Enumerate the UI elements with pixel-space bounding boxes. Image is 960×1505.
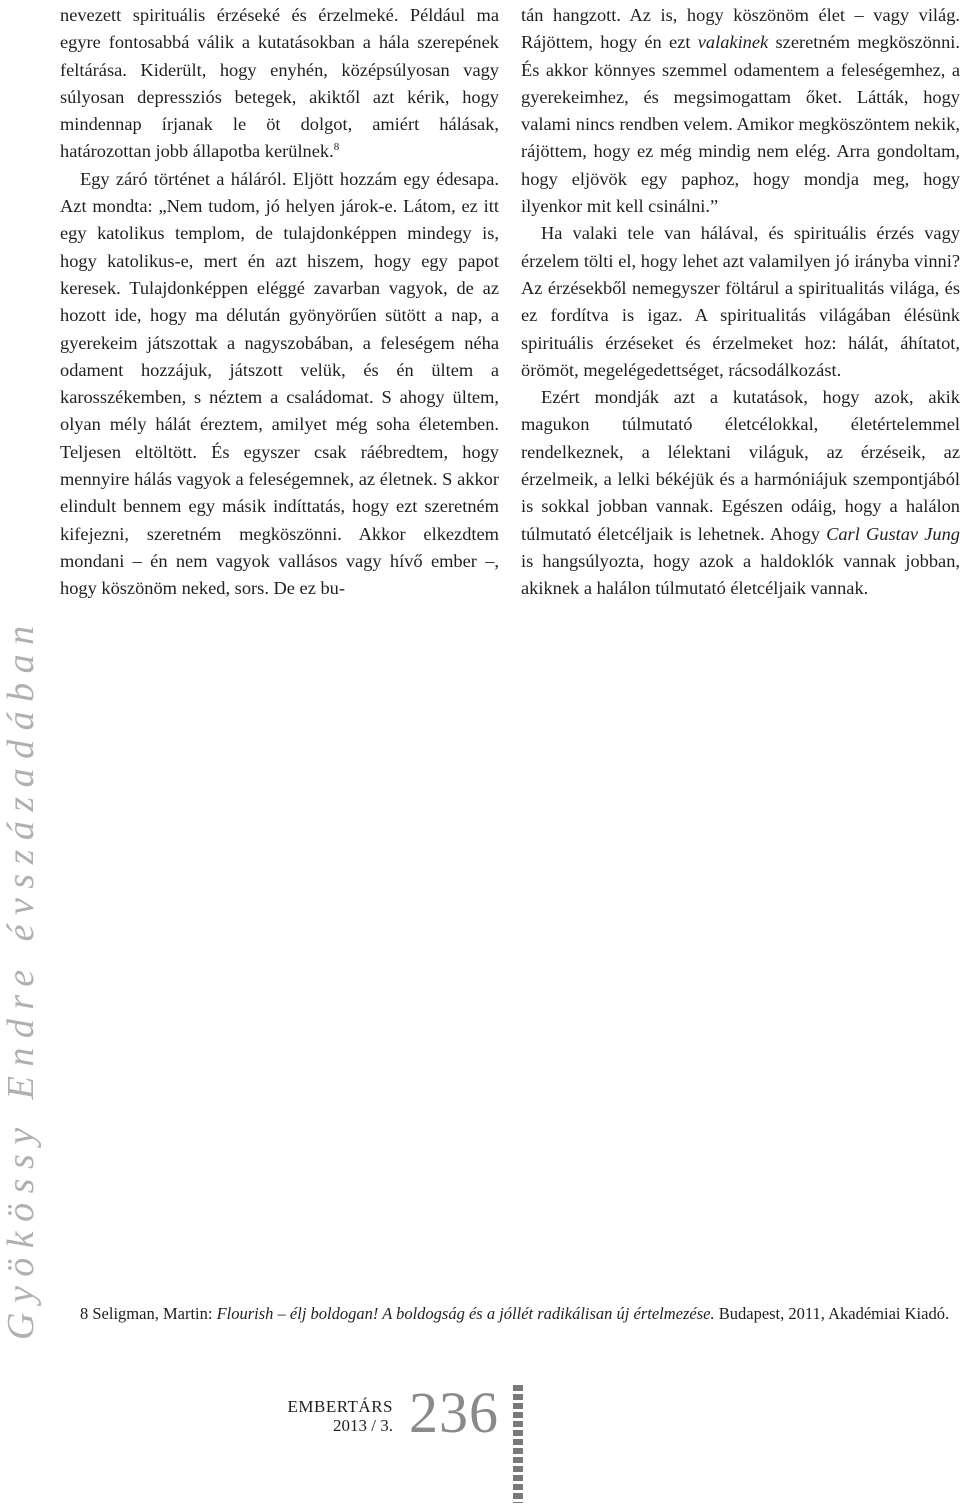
journal-issue: 2013 / 3.: [333, 1416, 393, 1435]
dotted-bar-decoration: [513, 1385, 523, 1503]
paragraph: [521, 2, 960, 220]
right-column: [521, 2, 960, 603]
paragraph-text: is hangsúlyozta, hogy azok a haldoklók vannak jobban, akiknek a halálon túlmutató életcéljaik vannak.: [521, 550, 960, 599]
paragraph: [60, 2, 499, 166]
paragraph-text: Ezért mondják azt a kutatások, hogy azok, akik magukon túlmutató életcélokkal, életértelemmel rendelkeznek, a lélektani világuk, az érzéseik, az érzelmeik, a lelki békéjük és a harmóniájuk szempontjából is sokkal jobban vannak. Egészen odáig, hogy a halálon túlmutató életcéljaik is lehetnek. Ahogy: [521, 387, 960, 544]
paragraph: [521, 384, 960, 602]
page-number: 236: [409, 1380, 499, 1445]
paragraph-text: nevezett spirituális érzéseké és érzelmeké. Például ma egyre fontosabbá válik a kutatásokban a hála szerepének feltárása. Kiderült, hogy enyhén, középsúlyosan vagy súlyosan depressziós betegek, akiktől azt kérik, hogy mindennap írjanak le öt dolgot, amiért hálásak, határozottan jobb állapotba kerülnek.: [60, 5, 499, 162]
journal-name: EMBERTÁRS: [287, 1397, 393, 1416]
page-footer: [275, 1380, 525, 1505]
footnote-reference: 8: [333, 141, 340, 154]
running-title: Gyökössy Endre évszázadában: [0, 616, 42, 1340]
paragraph: Ha valaki tele van hálával, és spirituális érzés vagy érzelem tölti el, hogy lehet azt valamilyen jó irányba vinni? Az érzésekből nemegyszer föltárul a spiritualitás világa, és ez fordítva is igaz. A spiritualitás világában élésünk spirituális érzéseket és érzelmeket hoz: hálát, áhítatot, örömöt, megelégedettséget, rácsodálkozást.: [521, 223, 960, 380]
footnote-author: Seligman, Martin:: [92, 1304, 213, 1323]
paragraph-text: tán hangzott. Az is, hogy köszönöm élet – vagy világ. Rájöttem, hogy én ezt: [521, 5, 960, 53]
footnote-publisher: Budapest, 2011, Akadémiai Kiadó.: [718, 1304, 950, 1323]
emphasis: valakinek: [697, 32, 769, 53]
left-column: [60, 2, 499, 603]
footnote-title: Flourish – élj boldogan! A boldogság és a jóllét radikálisan új értelmezése.: [216, 1304, 715, 1323]
paragraph-text: szeretném megköszönni. És akkor könnyes szemmel odamentem a feleségemhez, a gyerekeimhez, és megsimogattam őket. Látták, hogy valami nincs rendben velem. Amikor megköszöntem nekik, rájöttem, hogy ez még mindig nem elég. Arra gondoltam, hogy eljövök egy paphoz, hogy mondja meg, hogy ilyenkor mit kell csinálni.”: [521, 32, 960, 217]
emphasis: Carl Gustav Jung: [826, 523, 960, 544]
footnote: [80, 1302, 960, 1325]
footnote-number: 8: [80, 1304, 89, 1323]
paragraph: Egy záró történet a háláról. Eljött hozzám egy édesapa. Azt mondta: „Nem tudom, jó helyen járok-e. Látom, ez itt egy katolikus templom, de tulajdonképpen mindegy is, hogy katolikus-e, mert én azt hiszem, hogy egy papot keresek. Tulajdonképpen eléggé zavarban vagyok, de az hozott ide, hogy ma délután gyönyörűen sütött a nap, a gyerekeim játszottak a nagyszobában, a feleségem néha odament hozzájuk, játszott velük, és én ültem a karosszékemben, s néztem a családomat. S ahogy ültem, olyan mély hálát éreztem, amilyet még soha életemben. Teljesen eltöltött. És egyszer csak ráébredtem, hogy mennyire hálás vagyok a feleségemnek, az életnek. S akkor elindult bennem egy másik indíttatás, hogy ezt szeretném kifejezni, szeretném megköszönni. Akkor elkezdtem mondani – én nem vagyok vallásos vagy hívő ember –, hogy köszönöm neked, sors. De ez bu-: [60, 168, 499, 599]
